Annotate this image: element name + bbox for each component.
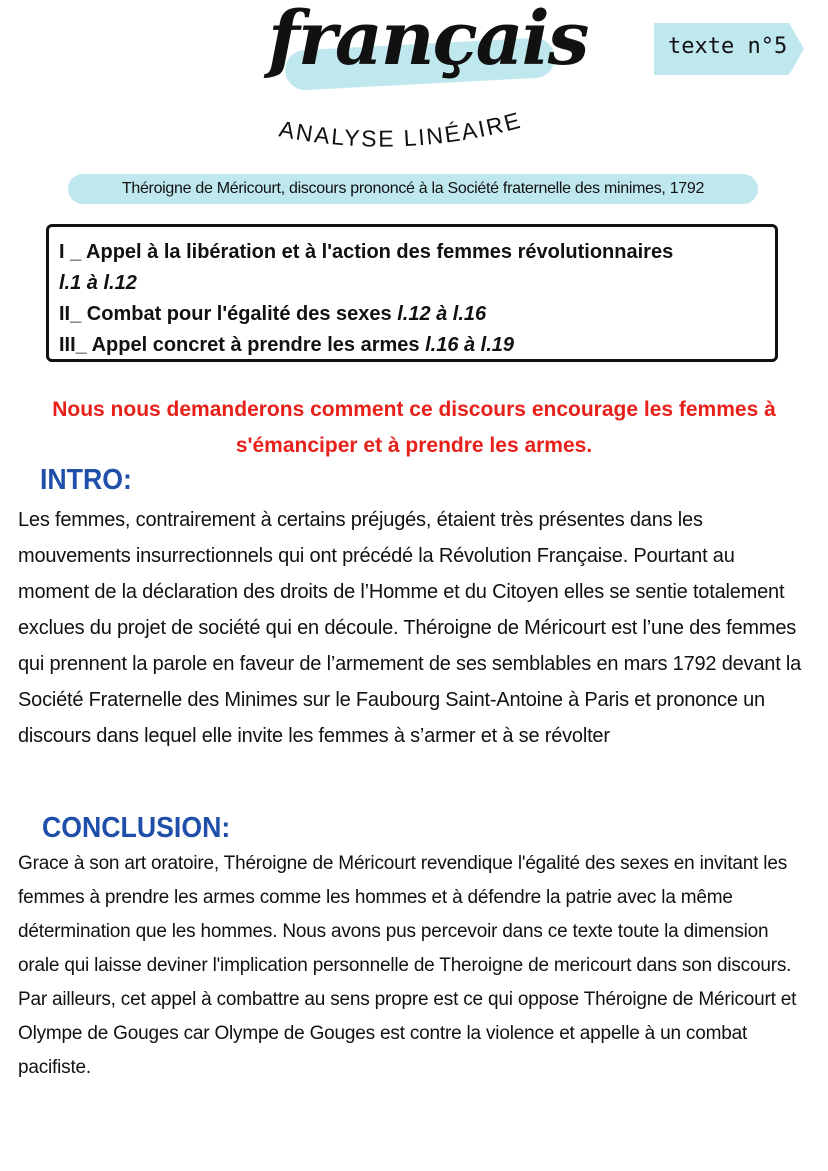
plan-part-3-range: l.16 à l.19 — [425, 334, 515, 356]
conclusion-paragraph-2: Par ailleurs, cet appel à combattre au sens propre est ce qui oppose Théroigne de Méricourt et Olympe de Gouges car Olympe de Gouges est contre la violence et appelle à un combat pacifiste. — [18, 989, 797, 1078]
plan-part-2-title: II_ Combat pour l'égalité des sexes — [59, 303, 398, 325]
plan-box — [46, 224, 778, 362]
conclusion-body — [18, 847, 810, 1085]
page-header — [0, 0, 828, 165]
conclusion-paragraph-1: Grace à son art oratoire, Théroigne de Méricourt revendique l'égalité des sexes en invitant les femmes à prendre les armes comme les hommes et à défendre la patrie avec la même détermination que les hommes. Nous avons pus percevoir dans ce texte toute la dimension orale qui laisse deviner l'implication personnelle de Theroigne de mericourt dans son discours. — [18, 853, 792, 976]
intro-paragraph: Les femmes, contrairement à certains préjugés, étaient très présentes dans les mouvements insurrectionnels qui ont précédé la Révolution Française. Pourtant au moment de la déclaration des droits de l’Homme et du Citoyen elles se sentie totalement exclues du projet de société qui en découle. Théroigne de Méricourt est l’une des femmes qui prennent la parole en faveur de l’armement de ses semblables en mars 1792 devant la Société Fraternelle des Minimes sur le Faubourg Saint-Antoine à Paris et prononce un discours dans lequel elle invite les femmes à s’armer et à se révolter — [18, 509, 802, 747]
plan-part-2 — [59, 299, 765, 330]
plan-part-1-lines — [59, 268, 765, 299]
subtitle-arc — [270, 102, 560, 158]
text-number-label: texte n°5 — [668, 34, 788, 59]
source-banner: Théroigne de Méricourt, discours prononcé à la Société fraternelle des minimes, 1792 — [68, 174, 758, 204]
page-subtitle: ANALYSE LINÉAIRE — [277, 106, 525, 152]
plan-part-3 — [59, 330, 765, 361]
page-title: français — [268, 0, 588, 82]
problematique: Nous nous demanderons comment ce discours encourage les femmes à s'émanciper et à prendre les armes. — [52, 398, 776, 457]
plan-part-1-range: l.1 à l.12 — [59, 272, 137, 294]
intro-heading: INTRO: — [40, 464, 132, 496]
plan-part-2-range: l.12 à l.16 — [397, 303, 487, 325]
plan-part-1 — [59, 237, 765, 268]
conclusion-heading: CONCLUSION: — [42, 812, 231, 844]
plan-part-3-title: III_ Appel concret à prendre les armes — [59, 334, 426, 356]
plan-part-1-title: I _ Appel à la libération et à l'action des femmes révolutionnaires — [59, 241, 674, 263]
